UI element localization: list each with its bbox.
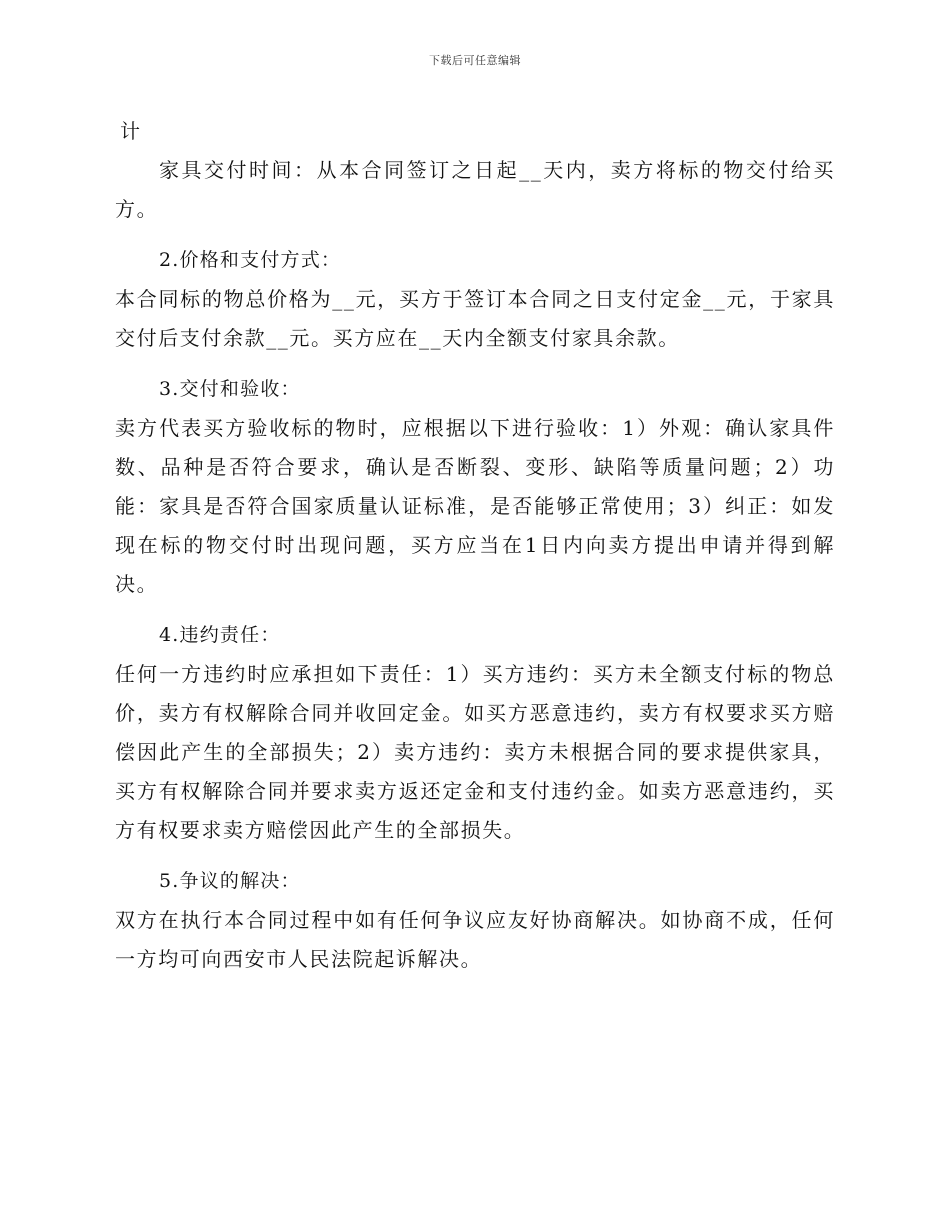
delivery-time-paragraph: 家具交付时间：从本合同签订之日起__天内，卖方将标的物交付给买方。 [115, 158, 835, 221]
document-body [115, 112, 835, 979]
section-5-title: 5.争议的解决： [159, 870, 301, 892]
page-header: 下载后可任意编辑 [429, 54, 521, 67]
section-3-body: 卖方代表买方验收标的物时，应根据以下进行验收：1）外观：确认家具件数、品种是否符合要求，确认是否断裂、变形、缺陷等质量问题；2）功能：家具是否符合国家质量认证标准，是否能够正常使用；3）纠正：如发现在标的物交付时出现问题，买方应当在1日内向卖方提出申请并得到解决。 [115, 416, 835, 596]
section-5-body: 双方在执行本合同过程中如有任何争议应友好协商解决。如协商不成，任何一方均可向西安市人民法院起诉解决。 [115, 908, 835, 971]
section-2-body: 本合同标的物总价格为__元，买方于签订本合同之日支付定金__元，于家具交付后支付余款__元。买方应在__天内全额支付家具余款。 [115, 287, 835, 350]
section-3-title: 3.交付和验收： [159, 378, 301, 400]
section-4-title: 4.违约责任： [159, 624, 281, 646]
continuation-text: 计 [120, 119, 142, 143]
section-4-body: 任何一方违约时应承担如下责任：1）买方违约：买方未全额支付标的物总价，卖方有权解除合同并收回定金。如买方恶意违约，卖方有权要求买方赔偿因此产生的全部损失；2）卖方违约：卖方未根据合同的要求提供家具，买方有权解除合同并要求卖方返还定金和支付违约金。如卖方恶意违约，买方有权要求卖方赔偿因此产生的全部损失。 [115, 662, 835, 842]
section-2-title: 2.价格和支付方式： [159, 249, 342, 271]
